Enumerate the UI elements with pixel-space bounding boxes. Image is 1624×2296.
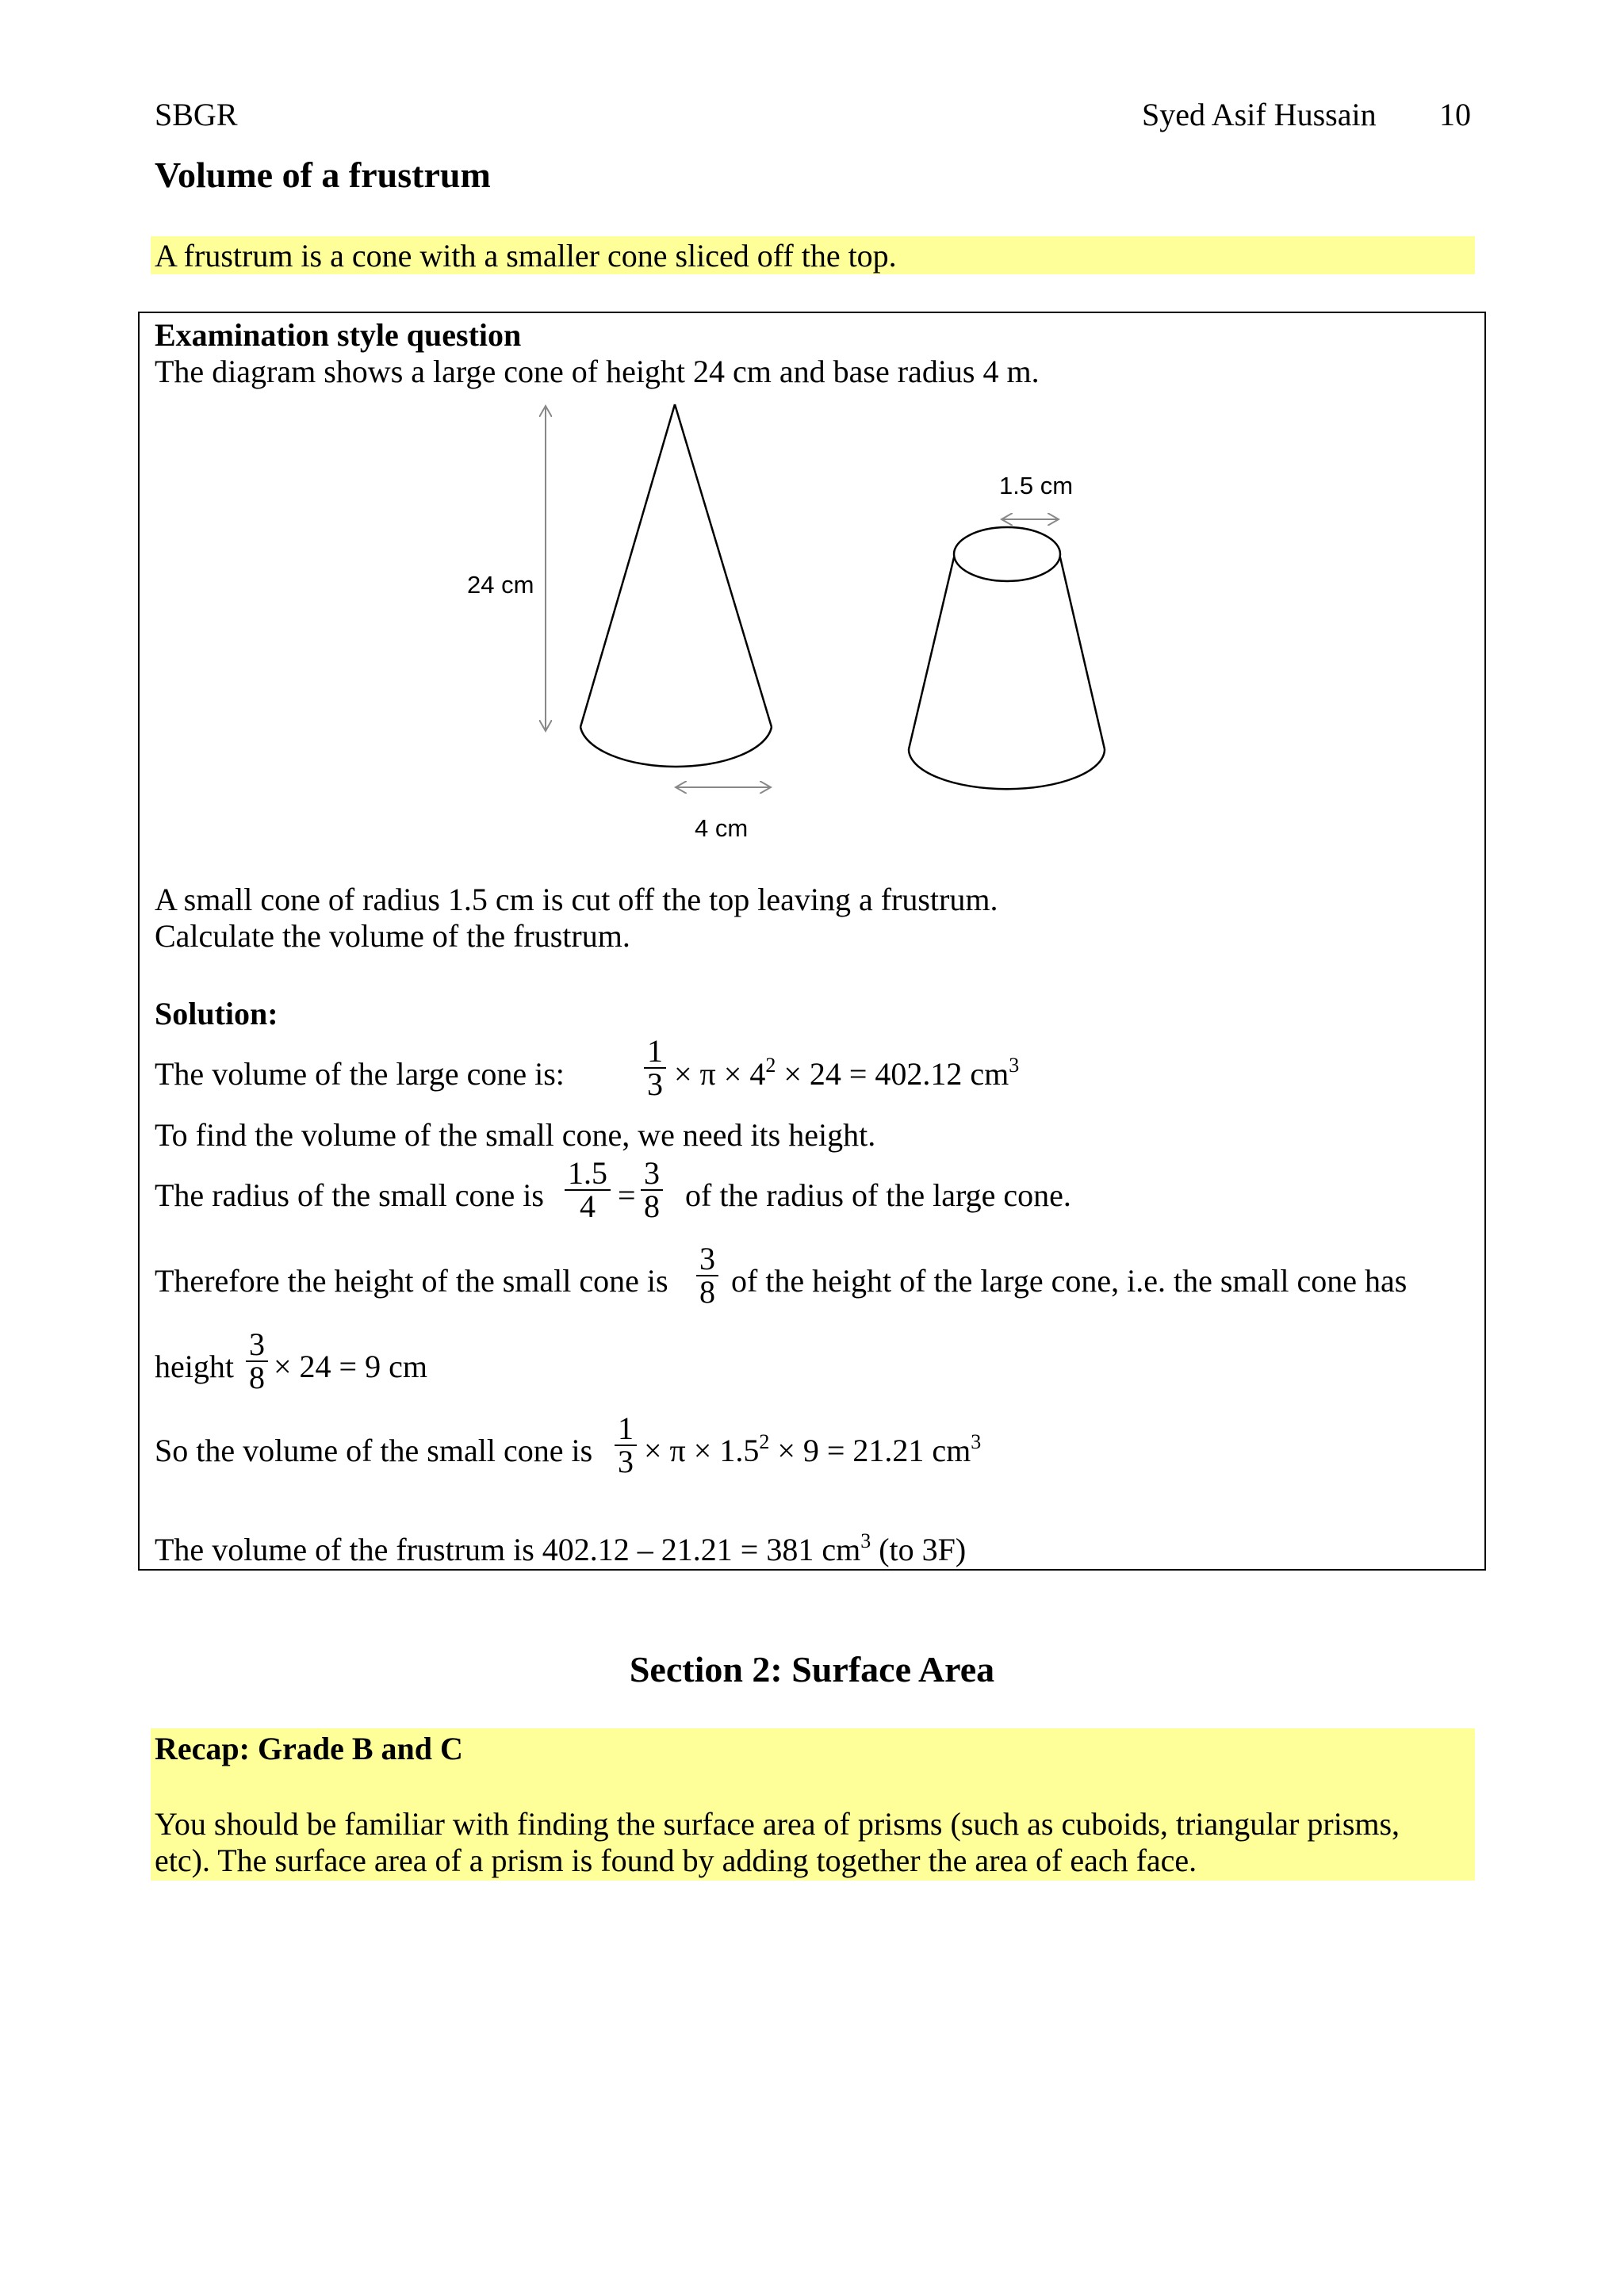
recap-line-1: You should be familiar with finding the surface area of prisms (such as cuboids, triangular prisms, [155,1806,1400,1842]
small-volume-text: So the volume of the small cone is [155,1433,593,1468]
definition-highlight [151,236,1475,274]
question-line-2: Calculate the volume of the frustrum. [155,918,630,954]
fraction-radius: $\frac{1.5}{4}$ [565,1158,611,1223]
final-answer: The volume of the frustrum is 402.12 – 21.21 = 381 $cm^3$ (to 3F) [155,1529,967,1567]
top-radius-label: 1.5 cm [999,472,1074,499]
section-title-surface-area: Section 2: Surface Area [629,1649,995,1689]
section-title-volume-frustrum: Volume of a frustrum [155,155,491,195]
definition-text: A frustrum is a cone with a smaller cone sliced off the top. [155,238,897,274]
exam-heading: Examination style question [155,317,522,353]
small-volume-expression: × $\pi \times 1.5^2 \times 9 = 21.21$ $cm^3$ [644,1430,982,1468]
exam-intro: The diagram shows a large cone of height 24 cm and base radius 4 m. [155,354,1040,389]
height-ratio-rest: of the height of the large cone, i.e. the small cone has [731,1263,1408,1299]
fraction-height-ratio: $\frac{3}{8}$ [696,1243,718,1308]
height-calc-expression: × 24 = 9 cm [274,1349,427,1384]
equals-sign: = [618,1177,636,1213]
fraction-one-third: $\frac{1}{3}$ [644,1035,666,1100]
recap-line-2: etc). The surface area of a prism is found by adding together the area of each face. [155,1843,1197,1878]
cones-diagram [444,396,1126,840]
recap-heading: Recap: Grade B and C [155,1731,463,1766]
recap-highlight [151,1728,1475,1881]
height-label: 24 cm [467,571,534,599]
large-volume-text: The volume of the large cone is: [155,1056,565,1092]
large-cone [580,404,772,767]
fraction-one-third-small: $\frac{1}{3}$ [615,1413,637,1478]
radius-ratio-rest: of the radius of the large cone. [685,1177,1071,1213]
large-volume-expression: × $\pi \times 4^2 \times 24 = 402.12$ $cm^3$ [674,1054,1020,1092]
header-left: SBGR [155,97,238,132]
height-ratio-text: Therefore the height of the small cone is [155,1263,668,1299]
find-height-text: To find the volume of the small cone, we need its height. [155,1117,876,1153]
height-word: height [155,1349,234,1384]
fraction-height-calc: $\frac{3}{8}$ [246,1329,268,1394]
base-radius-label: 4 cm [695,814,749,842]
page-number: 10 [1439,97,1471,132]
radius-ratio-text: The radius of the small cone is [155,1177,544,1213]
frustrum-shape [909,527,1105,789]
header-author: Syed Asif Hussain [1142,97,1377,132]
question-line-1: A small cone of radius 1.5 cm is cut off the top leaving a frustrum. [155,882,998,917]
fraction-three-eighths: $\frac{3}{8}$ [641,1158,663,1223]
solution-heading: Solution: [155,996,278,1031]
